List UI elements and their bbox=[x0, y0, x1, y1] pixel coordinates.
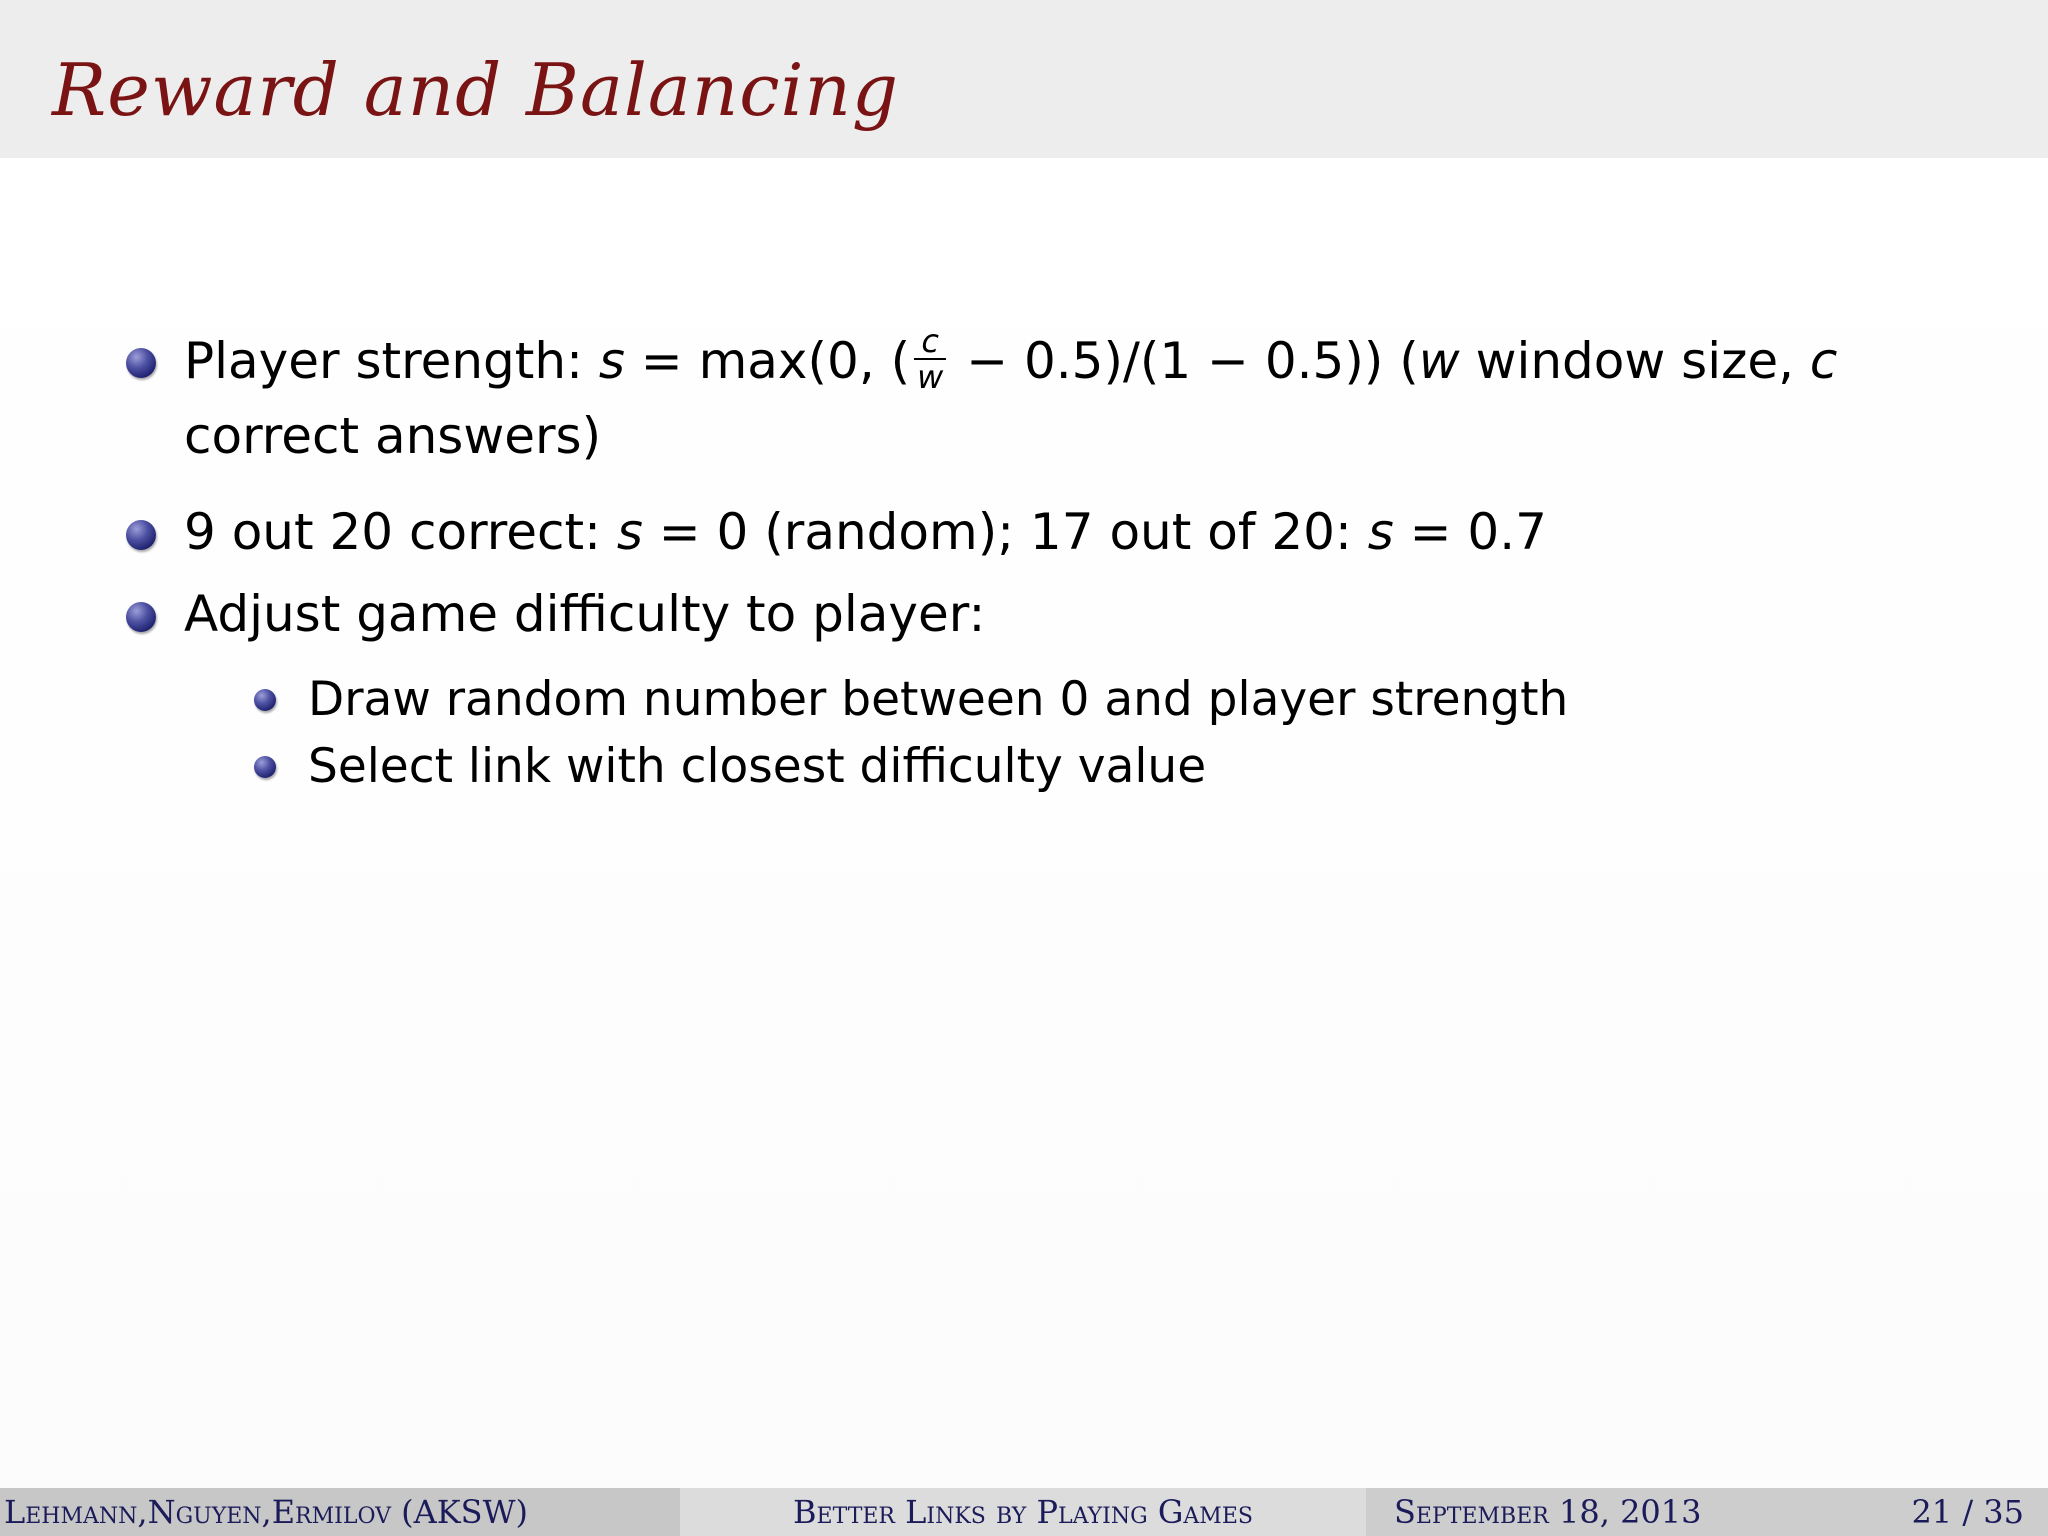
math-text: − 0.5)/(1 − 0.5)) ( bbox=[950, 332, 1419, 390]
math-text: = max(0, ( bbox=[624, 332, 911, 390]
math-var: s bbox=[616, 503, 643, 561]
math-var: s bbox=[1367, 503, 1394, 561]
fraction-numerator: c bbox=[921, 321, 939, 360]
list-item-player-strength bbox=[184, 321, 1837, 401]
sub-list-item: Draw random number between 0 and player strength bbox=[308, 672, 1569, 727]
math-var: c bbox=[1809, 332, 1838, 390]
sub-bullet-icon bbox=[254, 756, 276, 778]
fraction-denominator: w bbox=[914, 358, 946, 394]
math-var: s bbox=[598, 332, 625, 390]
math-var: w bbox=[1418, 332, 1460, 390]
item-text: = 0.7 bbox=[1393, 503, 1547, 561]
list-item-continuation: correct answers) bbox=[184, 407, 602, 465]
fraction bbox=[914, 321, 946, 396]
list-item-example bbox=[184, 492, 1547, 572]
list-item-adjust: Adjust game difficulty to player: bbox=[184, 585, 986, 643]
footer-authors: Lehmann,Nguyen,Ermilov (AKSW) bbox=[0, 1488, 680, 1536]
frame-title: Reward and Balancing bbox=[52, 48, 900, 132]
footer-date-section bbox=[1366, 1488, 2048, 1536]
item-text: 9 out 20 correct: bbox=[184, 503, 617, 561]
frame-title-bar bbox=[0, 0, 2048, 158]
sub-bullet-icon bbox=[254, 689, 276, 711]
bullet-icon bbox=[126, 602, 156, 632]
item-text: = 0 (random); 17 out of 20: bbox=[642, 503, 1368, 561]
footer-date: September 18, 2013 bbox=[1394, 1493, 1702, 1531]
item-text: Player strength: bbox=[184, 332, 599, 390]
slide-content bbox=[0, 158, 2048, 1488]
footer-talk-title: Better Links by Playing Games bbox=[680, 1488, 1366, 1536]
sub-list-item: Select link with closest difficulty value bbox=[308, 739, 1207, 794]
bullet-icon bbox=[126, 348, 156, 378]
item-text: window size, bbox=[1459, 332, 1810, 390]
page-counter: 21 / 35 bbox=[1911, 1493, 2024, 1531]
bullet-icon bbox=[126, 520, 156, 550]
slide-footer bbox=[0, 1488, 2048, 1536]
